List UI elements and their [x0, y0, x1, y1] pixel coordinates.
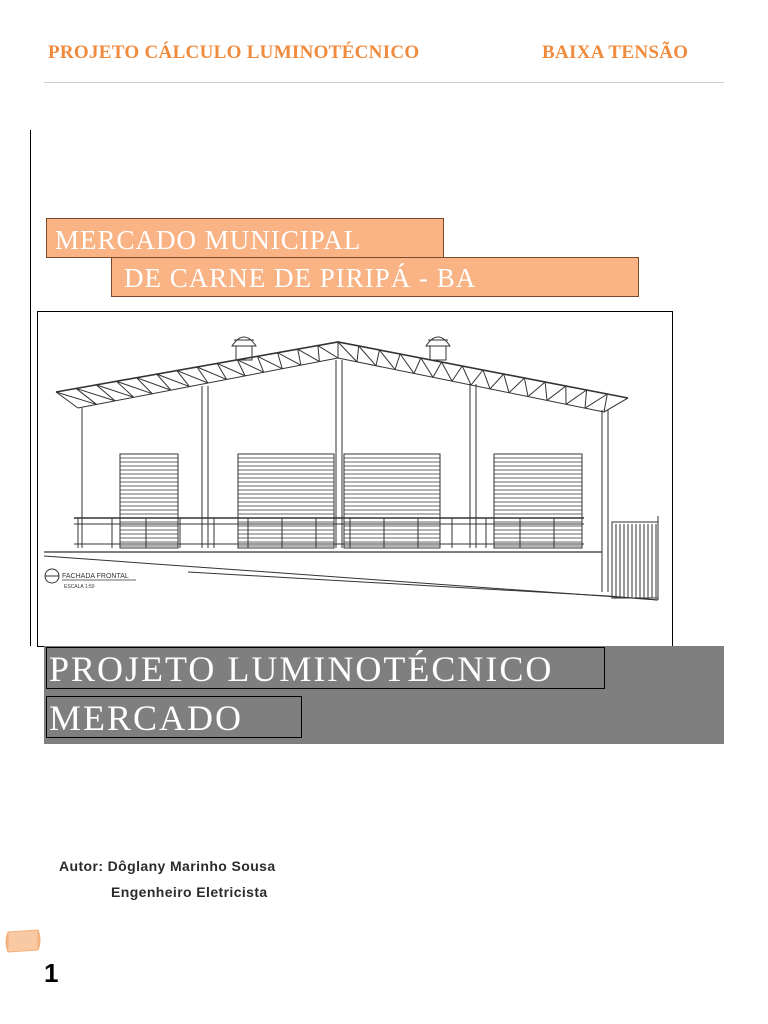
gate-bars	[616, 524, 656, 598]
page-number: 1	[44, 958, 59, 988]
project-title-line-2: MERCADO	[46, 696, 302, 738]
scroll-icon	[4, 926, 44, 956]
facade-svg	[38, 312, 673, 647]
drawing-scale: ESCALA 1:50	[64, 584, 95, 590]
roof-truss-left	[56, 342, 338, 404]
margin-line	[30, 130, 31, 646]
roof-vent-right	[426, 337, 450, 360]
author-name: Autor: Dôglany Marinho Sousa	[59, 858, 276, 874]
title-line-1: MERCADO MUNICIPAL	[46, 218, 444, 258]
header-divider	[44, 82, 724, 83]
drawing-caption: FACHADA FRONTAL	[62, 573, 129, 580]
header-title: PROJETO CÁLCULO LUMINOTÉCNICO	[48, 42, 420, 63]
roof-vent-left	[232, 337, 256, 360]
title-line-2: DE CARNE DE PIRIPÁ - BA	[111, 257, 639, 297]
roof-truss-right	[338, 342, 628, 412]
door-shutters	[120, 458, 582, 546]
facade-drawing	[37, 311, 673, 647]
project-title-line-1: PROJETO LUMINOTÉCNICO	[46, 647, 605, 689]
header-subtitle: BAIXA TENSÃO	[542, 42, 689, 63]
author-role: Engenheiro Eletricista	[111, 884, 268, 900]
